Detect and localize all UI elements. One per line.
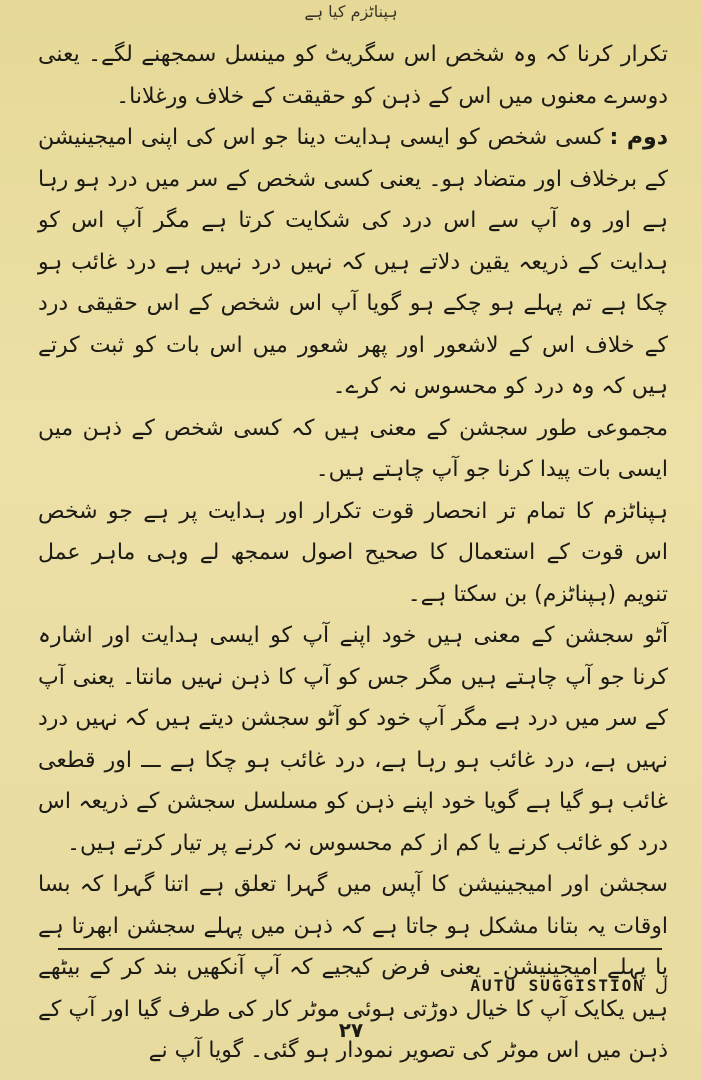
footnote-rule [58,948,662,950]
body-text [38,34,668,1072]
page-number: ٢٧ [338,1018,364,1042]
paragraph-2 [38,117,668,408]
paragraph-2-text: کسی شخص کو ایسی ہدایت دینا جو اس کی اپنی امیجینیشن کے برخلاف اور متضاد ہو۔ یعنی کسی شخص کے سر میں درد ہو رہا ہے اور وہ آپ سے اس درد کی شکایت کرتا ہے مگر آپ اس کو ہدایت کے ذریعہ یقین دلاتے ہیں کہ نہیں درد نہیں ہے درد غائب ہو چکا ہے تم پہلے ہو چکے ہو گویا آپ اس شخص کے اس حقیقی درد کے خلاف اس کے لاشعور اور پھر شعور میں اس بات کو ثبت کرتے ہیں کہ وہ درد کو محسوس نہ کرے۔ [38,125,668,399]
lead-word: دوم : [609,125,668,150]
paragraph-5: آٹو سجشن کے معنی ہیں خود اپنے آپ کو ایسی ہدایت اور اشارہ کرنا جو آپ چاہتے ہیں مگر جس کو آپ کا ذہن نہیں مانتا۔ یعنی آپ کے سر میں درد ہے مگر آپ خود کو آٹو سجشن دیتے ہیں کہ نہیں درد نہیں ہے، درد غائب ہو رہا ہے، درد غائب ہو چکا ہے ـــ اور قطعی غائب ہو گیا ہے گویا خود اپنے ذہن کو مسلسل سجشن کے ذریعہ اس درد کو غائب کرنے یا کم از کم محسوس نہ کرنے پر تیار کرتے ہیں۔ [38,623,668,856]
paragraph-1: تکرار کرنا کہ وہ شخص اس سگریٹ کو مینسل سمجھنے لگے۔ یعنی دوسرے معنوں میں اس کے ذہن کو حقیقت کے خلاف ورغلانا۔ [38,42,668,109]
footnote-label: AUTU SUGGISTION [470,976,645,995]
paragraph-3: مجموعی طور سجشن کے معنی ہیں کہ کسی شخص کے ذہن میں ایسی بات پیدا کرنا جو آپ چاہتے ہیں۔ [38,415,668,482]
running-head: ہپناٹزم کیا ہے [304,2,398,21]
footnote [470,975,668,996]
footnote-marker: ل [654,975,668,996]
paragraph-4: ہپناٹزم کا تمام تر انحصار قوت تکرار اور ہدایت پر ہے جو شخص اس قوت کے استعمال کا صحیح اصول سمجھ لے وہی ماہر عمل تنویم (ہپناٹزم) بن سکتا ہے۔ [38,498,668,607]
paragraph-6: سجشن اور امیجینیشن کا آپس میں گہرا تعلق ہے اتنا گہرا کہ بسا اوقات یہ بتانا مشکل ہو جاتا ہے کہ ذہن میں پہلے سجشن ابھرتا ہے یا پہلے امیجینیشن۔ یعنی فرض کیجیے کہ آپ آنکھیں بند کر کے بیٹھے ہیں یکایک آپ کا خیال دوڑتی ہوئی موٹر کار کی طرف گیا اور آپ کے ذہن میں اس موٹر کی تصویر نمودار ہو گئی۔ گویا آپ نے [38,872,668,1063]
